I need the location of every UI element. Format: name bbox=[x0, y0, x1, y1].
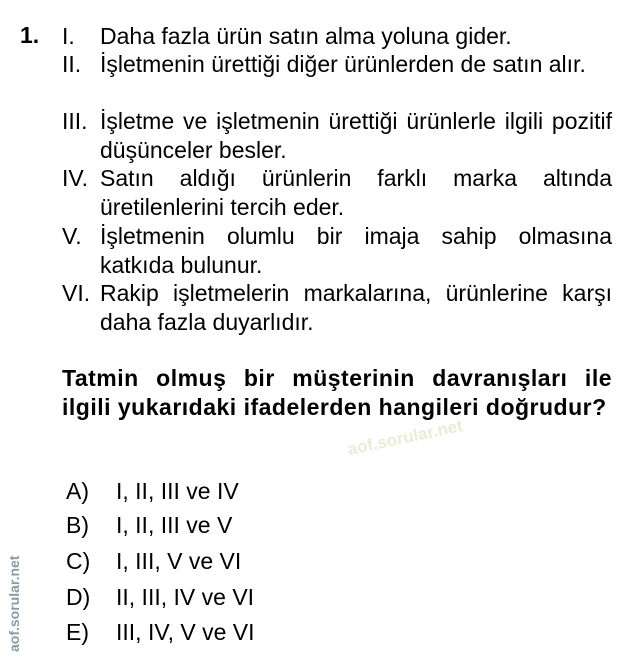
option-letter: E) bbox=[66, 619, 89, 645]
statement-5 bbox=[62, 222, 612, 279]
option-letter: B) bbox=[66, 512, 89, 538]
option-text: II, III, IV ve VI bbox=[116, 584, 255, 610]
option-letter: C) bbox=[66, 548, 91, 574]
statement-text: Satın aldığı ürünlerin farklı marka altında üretilenlerini tercih eder. bbox=[100, 165, 612, 220]
statement-4 bbox=[62, 164, 612, 221]
statement-text: İşletme ve işletmenin ürettiği ürünlerle ilgili pozitif düşünceler besler. bbox=[100, 108, 612, 163]
question-prompt: Tatmin olmuş bir müşterinin davranışları ile ilgili yukarıdaki ifadelerden hangileri doğrudur? bbox=[62, 365, 612, 420]
statement-numeral: VI. bbox=[62, 280, 91, 306]
watermark-center: aof.sorular.net bbox=[345, 416, 465, 460]
statement-1 bbox=[62, 22, 612, 51]
statement-text: İşletmenin olumlu bir imaja sahip olmasına katkıda bulunur. bbox=[100, 223, 612, 278]
option-text: I, III, V ve VI bbox=[116, 548, 242, 574]
statement-2 bbox=[62, 50, 612, 79]
watermark-side: aof.sorular.net bbox=[6, 555, 22, 652]
statement-text: Rakip işletmelerin markalarına, ürünlerine karşı daha fazla duyarlıdır. bbox=[100, 280, 612, 335]
option-letter: A) bbox=[66, 478, 89, 504]
option-text: III, IV, V ve VI bbox=[116, 619, 255, 645]
question-number: 1. bbox=[20, 22, 40, 48]
option-letter: D) bbox=[66, 584, 91, 610]
option-text: I, II, III ve IV bbox=[116, 478, 239, 504]
statement-numeral: IV. bbox=[62, 165, 89, 191]
statement-text: İşletmenin ürettiği diğer ürünlerden de satın alır. bbox=[100, 51, 586, 77]
statement-numeral: V. bbox=[62, 223, 82, 249]
statement-numeral: II. bbox=[62, 51, 82, 77]
statement-numeral: I. bbox=[62, 23, 75, 49]
statement-6 bbox=[62, 279, 612, 336]
statement-numeral: III. bbox=[62, 108, 88, 134]
statement-3 bbox=[62, 107, 612, 164]
statement-text: Daha fazla ürün satın alma yoluna gider. bbox=[100, 23, 512, 49]
option-text: I, II, III ve V bbox=[116, 512, 233, 538]
